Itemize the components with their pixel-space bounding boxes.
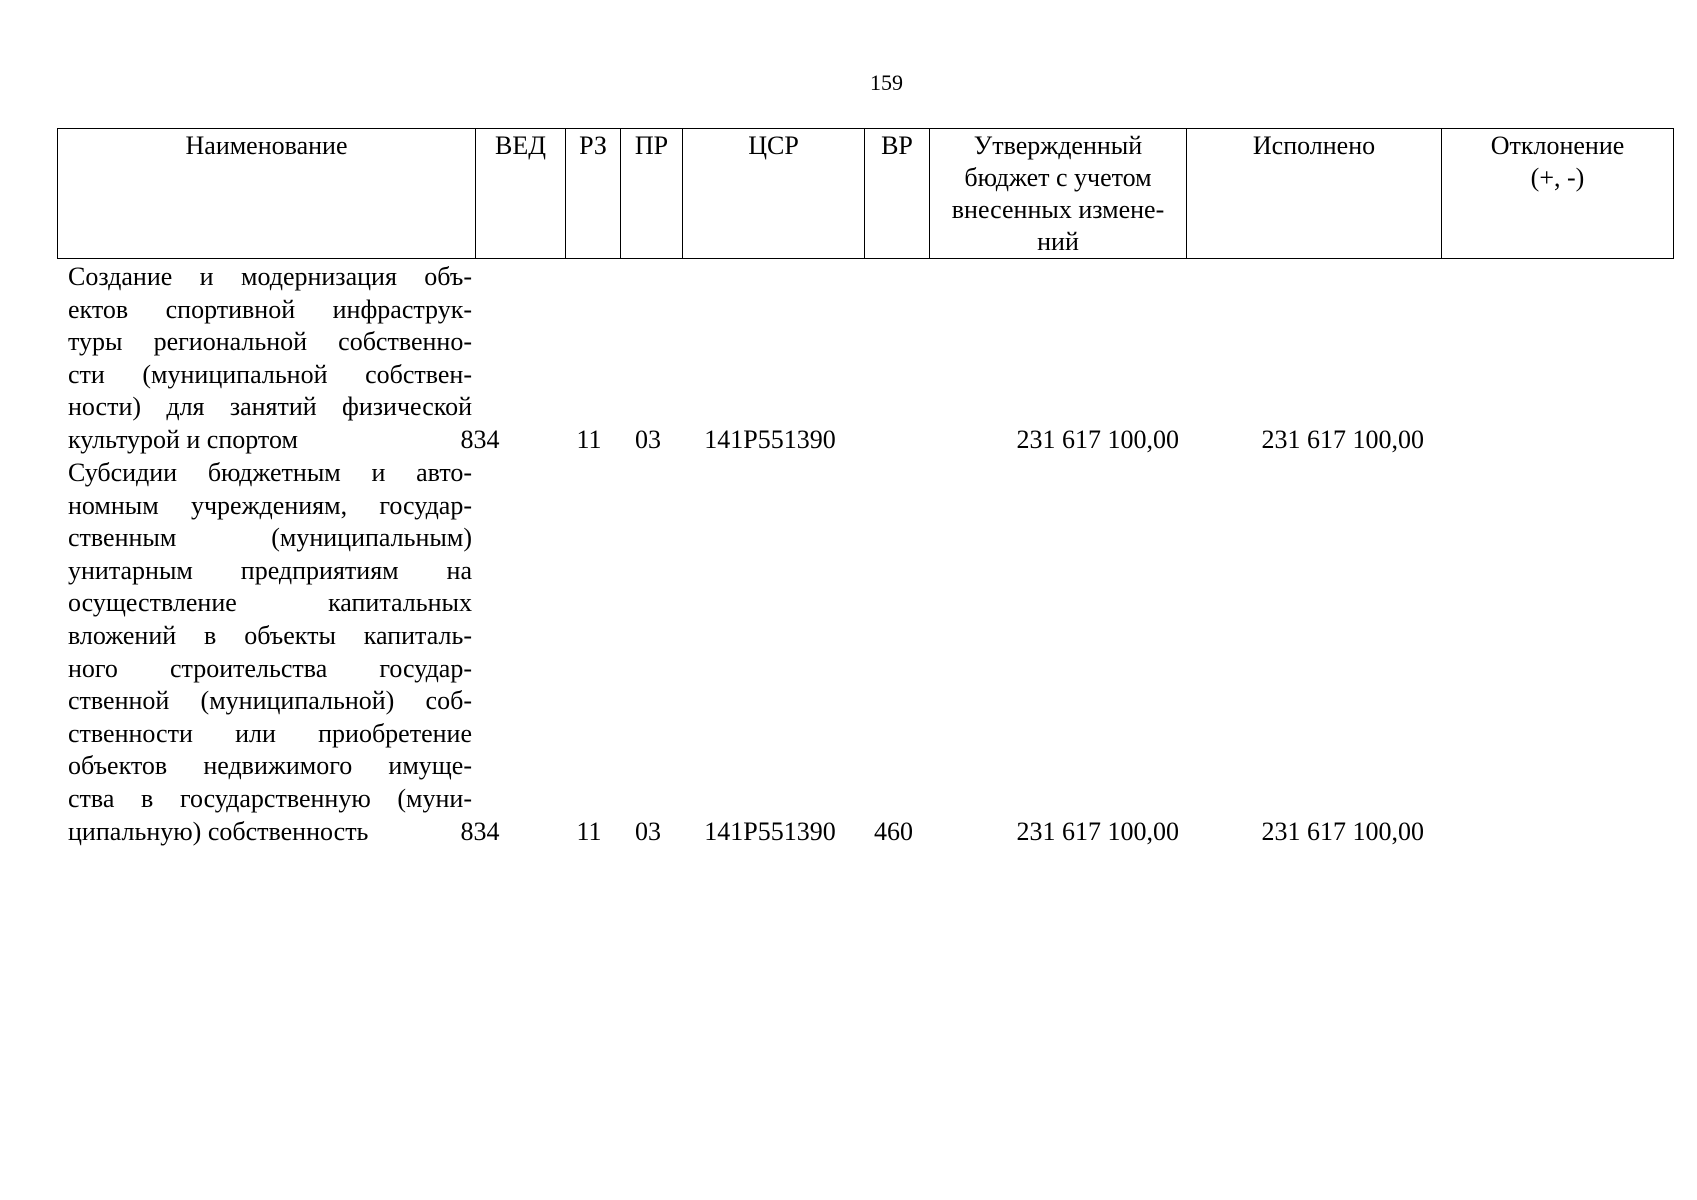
row-name-line: вложений в объекты капиталь- — [68, 620, 472, 650]
row-name-line: ственным (муниципальным) — [68, 523, 472, 553]
row-pr: 03 — [635, 817, 661, 847]
header-ved: ВЕД — [476, 129, 566, 259]
row-name-line: ности) для занятий физической — [68, 392, 472, 422]
row-csr: 141P551390 — [704, 817, 836, 847]
row-name-line: ного строительства государ- — [68, 653, 472, 683]
row-ved: 834 — [460, 817, 500, 847]
row-name-line: культурой и спортом — [68, 424, 298, 454]
table-row — [57, 261, 1673, 457]
header-name: Наименование — [58, 129, 476, 259]
row-name-line: Создание и модернизация объ- — [68, 262, 472, 291]
page-number: 159 — [870, 70, 903, 95]
row-name-line: ектов спортивной инфраструк- — [68, 294, 472, 324]
table-header — [57, 128, 1674, 259]
header-pr: ПР — [621, 129, 683, 259]
row-ved: 834 — [460, 425, 500, 455]
row-name-line: ственной (муниципальной) соб- — [68, 686, 472, 716]
header-done: Исполнено — [1187, 129, 1442, 259]
header-rz: РЗ — [566, 129, 621, 259]
row-budget: 231 617 100,00 — [1016, 425, 1179, 455]
header-budget: Утвержденный бюджет с учетом внесенных измене-ний — [930, 129, 1187, 259]
row-name-line: унитарным предприятиям на — [68, 555, 472, 585]
row-csr: 141P551390 — [704, 425, 836, 455]
row-name — [68, 457, 472, 848]
header-vr: ВР — [865, 129, 930, 259]
row-done: 231 617 100,00 — [1261, 425, 1424, 455]
row-name-line: Субсидии бюджетным и авто- — [68, 458, 472, 487]
row-name-line: туры региональной собственно- — [68, 327, 472, 357]
row-name-line: объектов недвижимого имуще- — [68, 751, 472, 781]
row-budget: 231 617 100,00 — [1016, 817, 1179, 847]
header-csr: ЦСР — [683, 129, 865, 259]
row-vr: 460 — [874, 817, 913, 847]
row-name-line: ства в государственную (муни- — [68, 783, 472, 813]
header-deviation: Отклонение (+, -) — [1442, 129, 1674, 259]
row-name-line: номным учреждениям, государ- — [68, 490, 472, 520]
table-row — [57, 457, 1673, 849]
row-pr: 03 — [635, 425, 661, 455]
row-name-line: ственности или приобретение — [68, 718, 472, 748]
row-name-line: осуществление капитальных — [68, 588, 472, 618]
row-name-line: ципальную) собственность — [68, 816, 369, 846]
row-done: 231 617 100,00 — [1261, 817, 1424, 847]
row-rz: 11 — [576, 425, 602, 455]
row-name-line: сти (муниципальной собствен- — [68, 359, 472, 389]
row-rz: 11 — [576, 817, 602, 847]
row-name — [68, 261, 472, 457]
